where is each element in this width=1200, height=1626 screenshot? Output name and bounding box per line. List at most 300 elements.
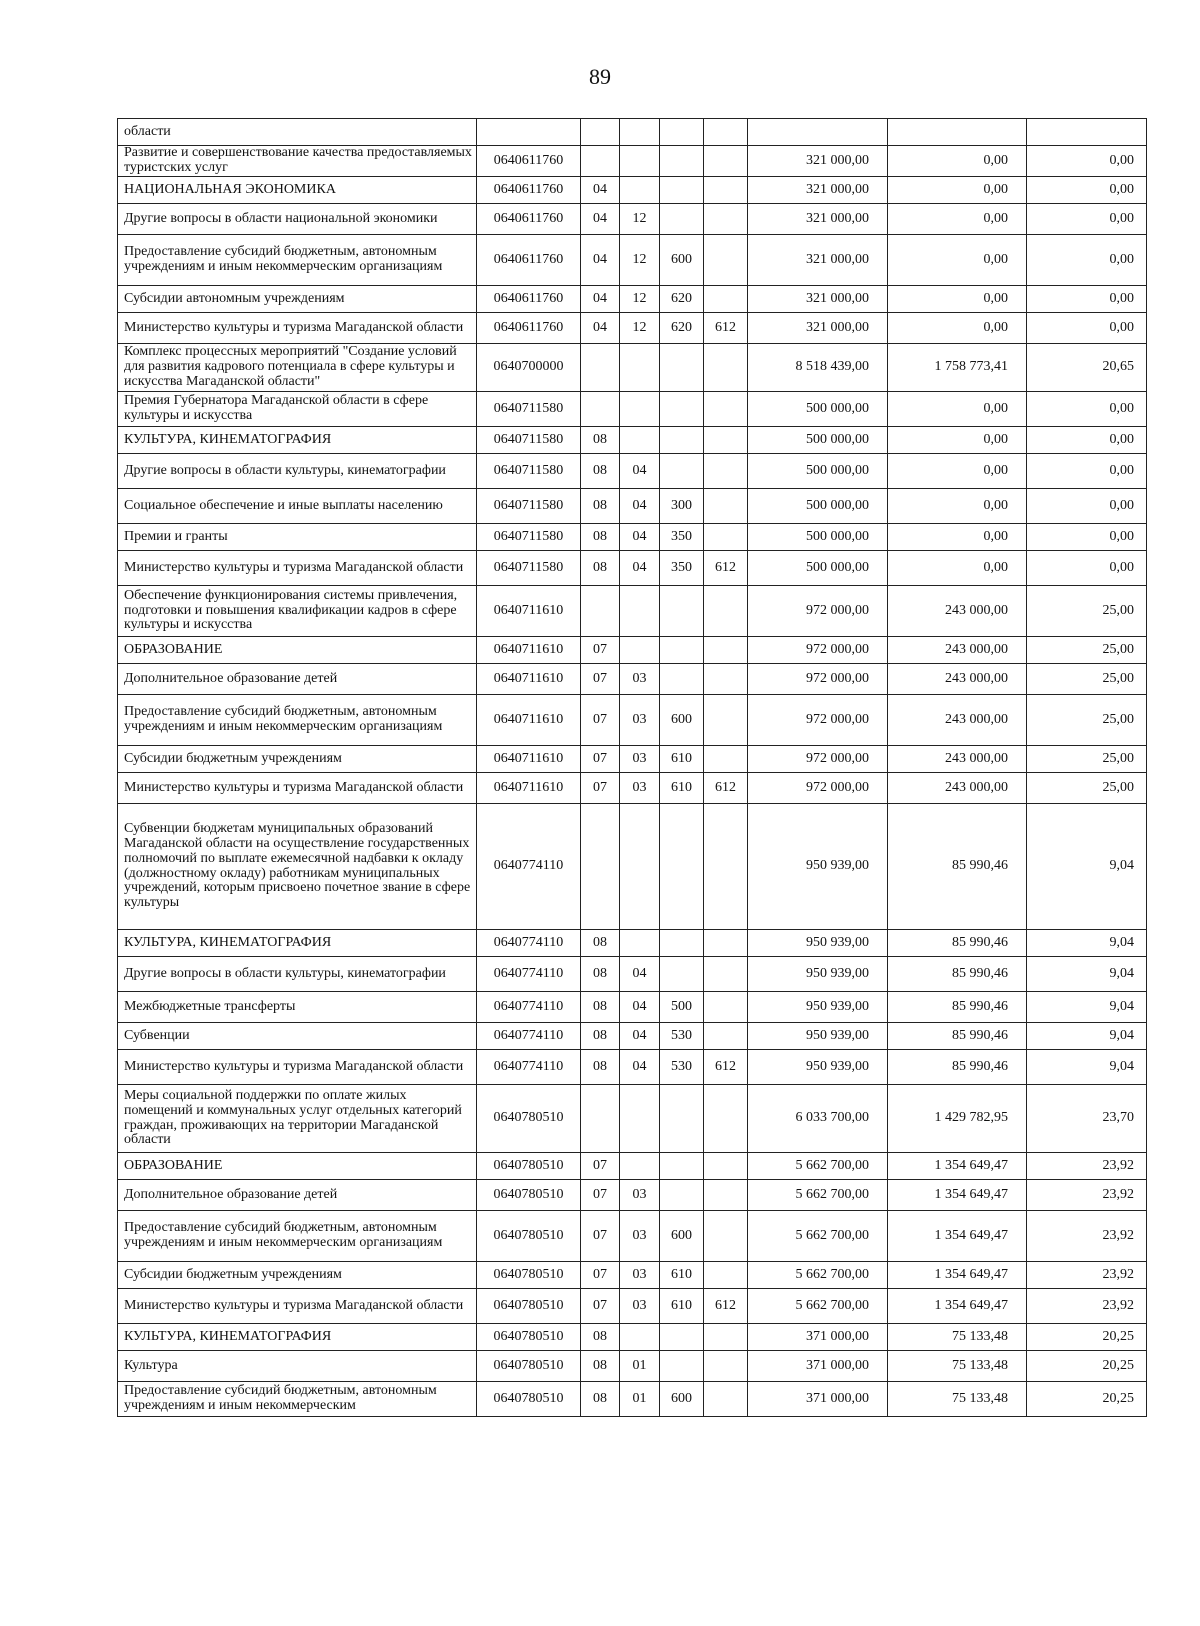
row-execution-percent: 23,92	[1027, 1262, 1147, 1289]
row-subsection	[620, 804, 660, 930]
row-expense-type	[660, 454, 704, 489]
row-section: 08	[581, 524, 620, 551]
row-name: области	[118, 119, 477, 146]
row-name: Предоставление субсидий бюджетным, автономным учреждениям и иным некоммерческим организациям	[118, 695, 477, 746]
table-row	[118, 1262, 1147, 1289]
row-planned-amount: 972 000,00	[748, 746, 888, 773]
row-execution-percent: 25,00	[1027, 664, 1147, 695]
row-name: Другие вопросы в области культуры, кинематографии	[118, 454, 477, 489]
row-execution-percent: 9,04	[1027, 930, 1147, 957]
table-row	[118, 664, 1147, 695]
row-admin-code: 612	[704, 313, 748, 344]
table-row	[118, 637, 1147, 664]
row-execution-percent: 20,25	[1027, 1324, 1147, 1351]
row-admin-code	[704, 664, 748, 695]
row-expense-type: 530	[660, 1050, 704, 1085]
row-planned-amount: 321 000,00	[748, 235, 888, 286]
row-section: 07	[581, 637, 620, 664]
row-section: 08	[581, 992, 620, 1023]
row-executed-amount: 0,00	[888, 454, 1027, 489]
row-target-code: 0640711580	[477, 489, 581, 524]
row-planned-amount: 972 000,00	[748, 695, 888, 746]
table-row	[118, 930, 1147, 957]
row-admin-code	[704, 177, 748, 204]
row-name: Министерство культуры и туризма Магаданской области	[118, 551, 477, 586]
table-row	[118, 746, 1147, 773]
table-row	[118, 454, 1147, 489]
row-executed-amount: 0,00	[888, 489, 1027, 524]
row-admin-code	[704, 1023, 748, 1050]
row-expense-type: 350	[660, 524, 704, 551]
row-admin-code	[704, 637, 748, 664]
row-expense-type: 530	[660, 1023, 704, 1050]
row-planned-amount: 8 518 439,00	[748, 344, 888, 392]
row-target-code: 0640711610	[477, 637, 581, 664]
row-execution-percent: 9,04	[1027, 1023, 1147, 1050]
row-subsection: 04	[620, 489, 660, 524]
table-row	[118, 344, 1147, 392]
row-executed-amount: 1 354 649,47	[888, 1211, 1027, 1262]
row-expense-type	[660, 204, 704, 235]
row-planned-amount: 321 000,00	[748, 313, 888, 344]
row-subsection: 04	[620, 957, 660, 992]
row-planned-amount: 972 000,00	[748, 664, 888, 695]
row-target-code: 0640700000	[477, 344, 581, 392]
row-section: 08	[581, 1050, 620, 1085]
row-name: Субвенции	[118, 1023, 477, 1050]
row-admin-code: 612	[704, 551, 748, 586]
row-name: Предоставление субсидий бюджетным, автономным учреждениям и иным некоммерческим	[118, 1382, 477, 1417]
row-executed-amount: 0,00	[888, 204, 1027, 235]
row-name: Субвенции бюджетам муниципальных образований Магаданской области на осуществление государственных полномочий по выплате ежемесячной надбавки к окладу (должностному окладу) работникам муниципальных учреждений, которым присвоено почетное звание в сфере культуры	[118, 804, 477, 930]
row-planned-amount: 500 000,00	[748, 427, 888, 454]
row-section: 08	[581, 1023, 620, 1050]
table-row	[118, 992, 1147, 1023]
row-execution-percent: 9,04	[1027, 957, 1147, 992]
row-execution-percent	[1027, 119, 1147, 146]
row-name: Министерство культуры и туризма Магаданской области	[118, 1050, 477, 1085]
row-execution-percent: 23,92	[1027, 1289, 1147, 1324]
row-section: 04	[581, 177, 620, 204]
table-row	[118, 392, 1147, 427]
row-subsection	[620, 637, 660, 664]
row-section: 04	[581, 204, 620, 235]
row-target-code: 0640774110	[477, 992, 581, 1023]
table-row	[118, 1351, 1147, 1382]
row-target-code: 0640774110	[477, 957, 581, 992]
row-execution-percent: 9,04	[1027, 1050, 1147, 1085]
row-execution-percent: 20,25	[1027, 1382, 1147, 1417]
row-executed-amount: 0,00	[888, 427, 1027, 454]
row-admin-code	[704, 286, 748, 313]
row-target-code: 0640711580	[477, 427, 581, 454]
row-executed-amount: 85 990,46	[888, 804, 1027, 930]
row-executed-amount: 243 000,00	[888, 586, 1027, 637]
row-admin-code	[704, 1351, 748, 1382]
row-expense-type: 610	[660, 773, 704, 804]
row-target-code: 0640780510	[477, 1180, 581, 1211]
table-row	[118, 695, 1147, 746]
row-section: 07	[581, 1262, 620, 1289]
row-executed-amount: 0,00	[888, 286, 1027, 313]
row-planned-amount: 500 000,00	[748, 524, 888, 551]
row-name: НАЦИОНАЛЬНАЯ ЭКОНОМИКА	[118, 177, 477, 204]
row-section: 08	[581, 1351, 620, 1382]
row-expense-type	[660, 930, 704, 957]
row-section: 07	[581, 1180, 620, 1211]
row-executed-amount: 0,00	[888, 235, 1027, 286]
row-executed-amount: 1 354 649,47	[888, 1262, 1027, 1289]
row-target-code: 0640780510	[477, 1153, 581, 1180]
row-execution-percent: 25,00	[1027, 773, 1147, 804]
row-expense-type	[660, 1351, 704, 1382]
row-executed-amount	[888, 119, 1027, 146]
row-name: Премии и гранты	[118, 524, 477, 551]
table-row	[118, 427, 1147, 454]
row-subsection: 04	[620, 1023, 660, 1050]
row-target-code: 0640611760	[477, 235, 581, 286]
page-number: 89	[589, 64, 611, 89]
row-planned-amount: 972 000,00	[748, 637, 888, 664]
row-execution-percent: 23,70	[1027, 1085, 1147, 1153]
row-execution-percent: 25,00	[1027, 746, 1147, 773]
row-target-code: 0640711580	[477, 551, 581, 586]
row-target-code: 0640711580	[477, 454, 581, 489]
row-expense-type	[660, 637, 704, 664]
table-row	[118, 804, 1147, 930]
table-row	[118, 489, 1147, 524]
row-section	[581, 146, 620, 177]
row-planned-amount: 5 662 700,00	[748, 1180, 888, 1211]
row-section: 07	[581, 773, 620, 804]
row-planned-amount: 371 000,00	[748, 1324, 888, 1351]
row-executed-amount: 243 000,00	[888, 746, 1027, 773]
row-section	[581, 119, 620, 146]
row-section	[581, 586, 620, 637]
row-name: Премия Губернатора Магаданской области в сфере культуры и искусства	[118, 392, 477, 427]
row-executed-amount: 0,00	[888, 551, 1027, 586]
row-expense-type: 620	[660, 313, 704, 344]
row-section: 08	[581, 930, 620, 957]
row-execution-percent: 9,04	[1027, 992, 1147, 1023]
row-section: 07	[581, 695, 620, 746]
row-planned-amount: 950 939,00	[748, 1023, 888, 1050]
row-planned-amount: 500 000,00	[748, 454, 888, 489]
table-row	[118, 1153, 1147, 1180]
table-row	[118, 1382, 1147, 1417]
row-admin-code	[704, 1180, 748, 1211]
row-planned-amount: 5 662 700,00	[748, 1211, 888, 1262]
row-execution-percent: 0,00	[1027, 313, 1147, 344]
row-admin-code	[704, 992, 748, 1023]
row-execution-percent: 0,00	[1027, 392, 1147, 427]
table-row	[118, 524, 1147, 551]
row-subsection: 03	[620, 1289, 660, 1324]
row-executed-amount: 1 429 782,95	[888, 1085, 1027, 1153]
row-expense-type	[660, 1153, 704, 1180]
row-admin-code	[704, 146, 748, 177]
row-section	[581, 392, 620, 427]
table-row	[118, 177, 1147, 204]
row-name: Меры социальной поддержки по оплате жилых помещений и коммунальных услуг отдельных категорий граждан, проживающих на территории Магаданской области	[118, 1085, 477, 1153]
row-executed-amount: 1 354 649,47	[888, 1180, 1027, 1211]
table-row	[118, 1023, 1147, 1050]
row-target-code: 0640774110	[477, 804, 581, 930]
row-admin-code: 612	[704, 773, 748, 804]
row-executed-amount: 1 354 649,47	[888, 1289, 1027, 1324]
row-subsection: 03	[620, 695, 660, 746]
row-subsection: 04	[620, 524, 660, 551]
row-subsection: 03	[620, 1211, 660, 1262]
row-subsection: 03	[620, 773, 660, 804]
row-expense-type	[660, 146, 704, 177]
row-subsection: 01	[620, 1351, 660, 1382]
row-target-code: 0640774110	[477, 1023, 581, 1050]
row-expense-type: 300	[660, 489, 704, 524]
row-target-code: 0640711610	[477, 664, 581, 695]
row-expense-type	[660, 427, 704, 454]
row-expense-type: 600	[660, 695, 704, 746]
row-expense-type	[660, 1324, 704, 1351]
row-section: 08	[581, 551, 620, 586]
row-planned-amount: 371 000,00	[748, 1351, 888, 1382]
row-target-code: 0640780510	[477, 1289, 581, 1324]
row-expense-type	[660, 804, 704, 930]
row-expense-type: 600	[660, 1211, 704, 1262]
row-expense-type	[660, 344, 704, 392]
row-admin-code	[704, 344, 748, 392]
row-name: Комплекс процессных мероприятий "Создание условий для развития кадрового потенциала в сфере культуры и искусства Магаданской области"	[118, 344, 477, 392]
table-row	[118, 286, 1147, 313]
row-section: 07	[581, 1211, 620, 1262]
row-target-code: 0640780510	[477, 1211, 581, 1262]
row-target-code	[477, 119, 581, 146]
row-subsection	[620, 1153, 660, 1180]
row-admin-code	[704, 586, 748, 637]
row-target-code: 0640711580	[477, 524, 581, 551]
row-subsection: 03	[620, 1180, 660, 1211]
table-row	[118, 1085, 1147, 1153]
row-planned-amount: 950 939,00	[748, 1050, 888, 1085]
row-subsection: 03	[620, 746, 660, 773]
row-target-code: 0640611760	[477, 177, 581, 204]
row-execution-percent: 23,92	[1027, 1211, 1147, 1262]
row-admin-code	[704, 204, 748, 235]
table-body	[118, 119, 1147, 1417]
row-executed-amount: 75 133,48	[888, 1351, 1027, 1382]
table-row	[118, 586, 1147, 637]
row-section: 08	[581, 489, 620, 524]
row-admin-code	[704, 524, 748, 551]
row-section: 08	[581, 427, 620, 454]
row-execution-percent: 25,00	[1027, 695, 1147, 746]
table-row	[118, 204, 1147, 235]
row-subsection	[620, 586, 660, 637]
row-subsection	[620, 1085, 660, 1153]
row-execution-percent: 20,65	[1027, 344, 1147, 392]
row-planned-amount: 321 000,00	[748, 177, 888, 204]
table-row	[118, 1211, 1147, 1262]
row-section: 04	[581, 313, 620, 344]
row-admin-code	[704, 746, 748, 773]
row-name: Предоставление субсидий бюджетным, автономным учреждениям и иным некоммерческим организациям	[118, 1211, 477, 1262]
row-name: Предоставление субсидий бюджетным, автономным учреждениям и иным некоммерческим организациям	[118, 235, 477, 286]
row-executed-amount: 75 133,48	[888, 1382, 1027, 1417]
row-subsection: 04	[620, 1050, 660, 1085]
row-executed-amount: 0,00	[888, 524, 1027, 551]
row-expense-type	[660, 1180, 704, 1211]
row-subsection	[620, 146, 660, 177]
table-row	[118, 773, 1147, 804]
row-expense-type: 610	[660, 746, 704, 773]
row-executed-amount: 243 000,00	[888, 664, 1027, 695]
table-row	[118, 551, 1147, 586]
row-planned-amount: 972 000,00	[748, 773, 888, 804]
row-subsection: 12	[620, 286, 660, 313]
row-admin-code	[704, 695, 748, 746]
row-execution-percent: 0,00	[1027, 177, 1147, 204]
row-execution-percent: 9,04	[1027, 804, 1147, 930]
row-admin-code	[704, 1085, 748, 1153]
row-planned-amount: 950 939,00	[748, 804, 888, 930]
row-target-code: 0640711610	[477, 586, 581, 637]
row-planned-amount: 950 939,00	[748, 992, 888, 1023]
row-subsection	[620, 392, 660, 427]
row-expense-type: 600	[660, 235, 704, 286]
row-expense-type: 610	[660, 1289, 704, 1324]
row-planned-amount: 950 939,00	[748, 930, 888, 957]
row-target-code: 0640611760	[477, 146, 581, 177]
row-expense-type: 500	[660, 992, 704, 1023]
row-name: КУЛЬТУРА, КИНЕМАТОГРАФИЯ	[118, 1324, 477, 1351]
row-target-code: 0640711580	[477, 392, 581, 427]
row-planned-amount: 371 000,00	[748, 1382, 888, 1417]
row-admin-code	[704, 489, 748, 524]
row-expense-type: 600	[660, 1382, 704, 1417]
row-executed-amount: 1 354 649,47	[888, 1153, 1027, 1180]
row-executed-amount: 1 758 773,41	[888, 344, 1027, 392]
row-subsection: 03	[620, 664, 660, 695]
row-planned-amount: 6 033 700,00	[748, 1085, 888, 1153]
row-name: КУЛЬТУРА, КИНЕМАТОГРАФИЯ	[118, 930, 477, 957]
row-section: 04	[581, 286, 620, 313]
row-planned-amount	[748, 119, 888, 146]
row-expense-type: 610	[660, 1262, 704, 1289]
row-execution-percent: 0,00	[1027, 235, 1147, 286]
row-executed-amount: 243 000,00	[888, 637, 1027, 664]
row-execution-percent: 25,00	[1027, 637, 1147, 664]
row-target-code: 0640711610	[477, 773, 581, 804]
table-row	[118, 313, 1147, 344]
row-target-code: 0640774110	[477, 930, 581, 957]
row-target-code: 0640611760	[477, 286, 581, 313]
row-executed-amount: 85 990,46	[888, 930, 1027, 957]
row-admin-code	[704, 427, 748, 454]
row-subsection: 03	[620, 1262, 660, 1289]
table-row	[118, 957, 1147, 992]
row-target-code: 0640780510	[477, 1262, 581, 1289]
row-executed-amount: 0,00	[888, 313, 1027, 344]
row-target-code: 0640611760	[477, 313, 581, 344]
row-section: 08	[581, 957, 620, 992]
row-expense-type	[660, 664, 704, 695]
row-admin-code	[704, 1262, 748, 1289]
row-planned-amount: 5 662 700,00	[748, 1262, 888, 1289]
row-executed-amount: 0,00	[888, 146, 1027, 177]
row-expense-type	[660, 119, 704, 146]
row-subsection	[620, 344, 660, 392]
row-execution-percent: 0,00	[1027, 427, 1147, 454]
row-admin-code	[704, 957, 748, 992]
row-subsection	[620, 1324, 660, 1351]
row-section	[581, 804, 620, 930]
row-name: Социальное обеспечение и иные выплаты населению	[118, 489, 477, 524]
table-row	[118, 1180, 1147, 1211]
row-name: Субсидии бюджетным учреждениям	[118, 1262, 477, 1289]
table-row	[118, 1050, 1147, 1085]
row-admin-code	[704, 235, 748, 286]
table-row	[118, 119, 1147, 146]
row-subsection	[620, 177, 660, 204]
row-admin-code	[704, 804, 748, 930]
row-target-code: 0640711610	[477, 695, 581, 746]
row-planned-amount: 321 000,00	[748, 286, 888, 313]
row-target-code: 0640780510	[477, 1085, 581, 1153]
row-subsection: 12	[620, 313, 660, 344]
row-expense-type: 350	[660, 551, 704, 586]
row-section: 07	[581, 1289, 620, 1324]
row-executed-amount: 243 000,00	[888, 695, 1027, 746]
row-name: Обеспечение функционирования системы привлечения, подготовки и повышения квалификации кадров в сфере культуры и искусства	[118, 586, 477, 637]
budget-table	[117, 118, 1147, 1417]
row-subsection: 01	[620, 1382, 660, 1417]
row-planned-amount: 500 000,00	[748, 489, 888, 524]
row-planned-amount: 500 000,00	[748, 551, 888, 586]
row-executed-amount: 85 990,46	[888, 1023, 1027, 1050]
row-execution-percent: 0,00	[1027, 489, 1147, 524]
row-subsection	[620, 930, 660, 957]
row-admin-code	[704, 1324, 748, 1351]
row-target-code: 0640780510	[477, 1382, 581, 1417]
row-subsection: 04	[620, 551, 660, 586]
row-admin-code: 612	[704, 1289, 748, 1324]
row-execution-percent: 20,25	[1027, 1351, 1147, 1382]
row-execution-percent: 0,00	[1027, 454, 1147, 489]
row-subsection: 12	[620, 235, 660, 286]
row-admin-code	[704, 454, 748, 489]
row-execution-percent: 23,92	[1027, 1180, 1147, 1211]
row-execution-percent: 25,00	[1027, 586, 1147, 637]
row-expense-type	[660, 177, 704, 204]
row-expense-type	[660, 1085, 704, 1153]
row-expense-type: 620	[660, 286, 704, 313]
row-execution-percent: 0,00	[1027, 551, 1147, 586]
row-planned-amount: 5 662 700,00	[748, 1153, 888, 1180]
row-section: 07	[581, 664, 620, 695]
row-admin-code	[704, 1382, 748, 1417]
row-execution-percent: 0,00	[1027, 286, 1147, 313]
row-admin-code	[704, 1211, 748, 1262]
table-row	[118, 235, 1147, 286]
row-subsection: 04	[620, 454, 660, 489]
table-row	[118, 146, 1147, 177]
row-subsection	[620, 119, 660, 146]
row-execution-percent: 0,00	[1027, 146, 1147, 177]
table-row	[118, 1289, 1147, 1324]
row-admin-code	[704, 930, 748, 957]
row-admin-code: 612	[704, 1050, 748, 1085]
row-name: Субсидии бюджетным учреждениям	[118, 746, 477, 773]
